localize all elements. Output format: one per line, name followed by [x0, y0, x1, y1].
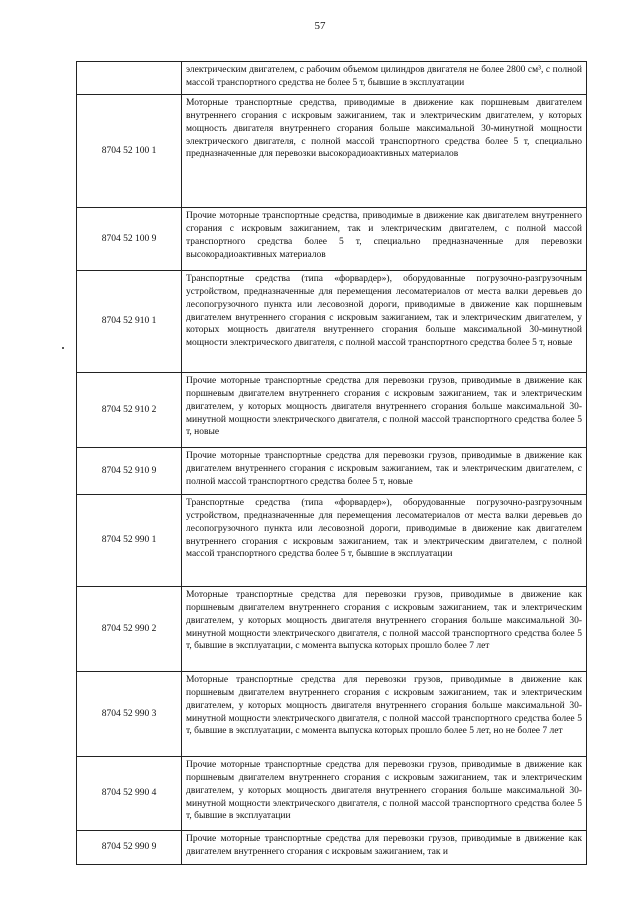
page-number: 57: [314, 20, 326, 32]
tariff-code-table: [76, 61, 587, 865]
table-row: [77, 447, 587, 494]
description-cell: Прочие моторные транспортные средства для перевозки грузов, приводимые в движение как поршневым двигателем внутреннего сгорания с искровым зажиганием, так и электрическим двигателем, у которых мощность двигателя внутреннего сгорания больше максимальной 30-минутной мощности электрического двигателя, с полной массой транспортного средства более 5 т, новые: [182, 372, 587, 447]
table-row: [77, 494, 587, 586]
description-cell: Прочие моторные транспортные средства для перевозки грузов, приводимые в движение как двигателем внутреннего сгорания с искровым зажиганием, так и: [182, 830, 587, 864]
table-row: [77, 830, 587, 864]
description-cell: Моторные транспортные средства для перевозки грузов, приводимые в движение как поршневым двигателем внутреннего сгорания с искровым зажиганием, так и электрическим двигателем, у которых мощность двигателя внутреннего сгорания больше максимальной 30-минутной мощности электрического двигателя, с полной массой транспортного средства более 5 т, бывшие в эксплуатации, с момента выпуска которых прошло более 5 лет, но не более 7 лет: [182, 671, 587, 756]
code-cell: 8704 52 910 1: [77, 270, 182, 372]
table-row: [77, 94, 587, 207]
description-cell: Транспортные средства (типа «форвардер»), оборудованные погрузочно-разгрузочным устройством, предназначенные для перемещения лесоматериалов от места валки деревьев до лесопогрузочного пункта или лесовозной дороги, приводимые в движение как двигателем внутреннего сгорания с искровым зажиганием, так и электрическим двигателем, с полной массой транспортного средства более 5 т, бывшие в эксплуатации: [182, 494, 587, 586]
description-cell: Прочие моторные транспортные средства, приводимые в движение как двигателем внутреннего сгорания с искровым зажиганием, так и электрическим двигателем, с полной массой транспортного средства более 5 т, специально предназначенные для перевозки высокорадиоактивных материалов: [182, 207, 587, 270]
table-row: [77, 671, 587, 756]
code-cell: 8704 52 910 9: [77, 447, 182, 494]
code-cell: 8704 52 990 9: [77, 830, 182, 864]
table-row: [77, 586, 587, 671]
description-cell: Моторные транспортные средства для перевозки грузов, приводимые в движение как поршневым двигателем внутреннего сгорания с искровым зажиганием, так и электрическим двигателем, у которых мощность двигателя внутреннего сгорания больше максимальной 30-минутной мощности электрического двигателя, с полной массой транспортного средства более 5 т, бывшие в эксплуатации, с момента выпуска которых прошло более 7 лет: [182, 586, 587, 671]
table-row: [77, 756, 587, 830]
stray-dot-mark: [62, 347, 64, 349]
description-cell: Прочие моторные транспортные средства для перевозки грузов, приводимые в движение как поршневым двигателем внутреннего сгорания с искровым зажиганием, так и электрическим двигателем, у которых мощность двигателя внутреннего сгорания больше максимальной 30-минутной мощности электрического двигателя, с полной массой транспортного средства более 5 т, бывшие в эксплуатации: [182, 756, 587, 830]
code-cell: 8704 52 100 9: [77, 207, 182, 270]
code-cell: 8704 52 990 3: [77, 671, 182, 756]
description-cell: Моторные транспортные средства, приводимые в движение как поршневым двигателем внутреннего сгорания с искровым зажиганием, так и электрическим двигателем, у которых мощность двигателя внутреннего сгорания больше максимальной 30-минутной мощности электрического двигателя, с полной массой транспортного средства более 5 т, специально предназначенные для перевозки высокорадиоактивных материалов: [182, 94, 587, 207]
description-cell: электрическим двигателем, с рабочим объемом цилиндров двигателя не более 2800 см³, с полной массой транспортного средства не более 5 т, бывшие в эксплуатации: [182, 62, 587, 95]
table-row: [77, 372, 587, 447]
description-cell: Транспортные средства (типа «форвардер»), оборудованные погрузочно-разгрузочным устройством, предназначенные для перемещения лесоматериалов от места валки деревьев до лесопогрузочного пункта или лесовозной дороги, приводимые в движение как поршневым двигателем внутреннего сгорания с искровым зажиганием, так и электрическим двигателем, у которых мощность двигателя внутреннего сгорания больше максимальной 30-минутной мощности электрического двигателя, с полной массой транспортного средства более 5 т, новые: [182, 270, 587, 372]
code-cell: 8704 52 100 1: [77, 94, 182, 207]
table-row: [77, 62, 587, 95]
code-cell: 8704 52 990 2: [77, 586, 182, 671]
code-cell: 8704 52 990 1: [77, 494, 182, 586]
code-cell: 8704 52 910 2: [77, 372, 182, 447]
table-row: [77, 270, 587, 372]
code-cell: 8704 52 990 4: [77, 756, 182, 830]
code-cell: [77, 62, 182, 95]
description-cell: Прочие моторные транспортные средства для перевозки грузов, приводимые в движение как двигателем внутреннего сгорания с искровым зажиганием, так и электрическим двигателем, с полной массой транспортного средства более 5 т, новые: [182, 447, 587, 494]
table-row: [77, 207, 587, 270]
